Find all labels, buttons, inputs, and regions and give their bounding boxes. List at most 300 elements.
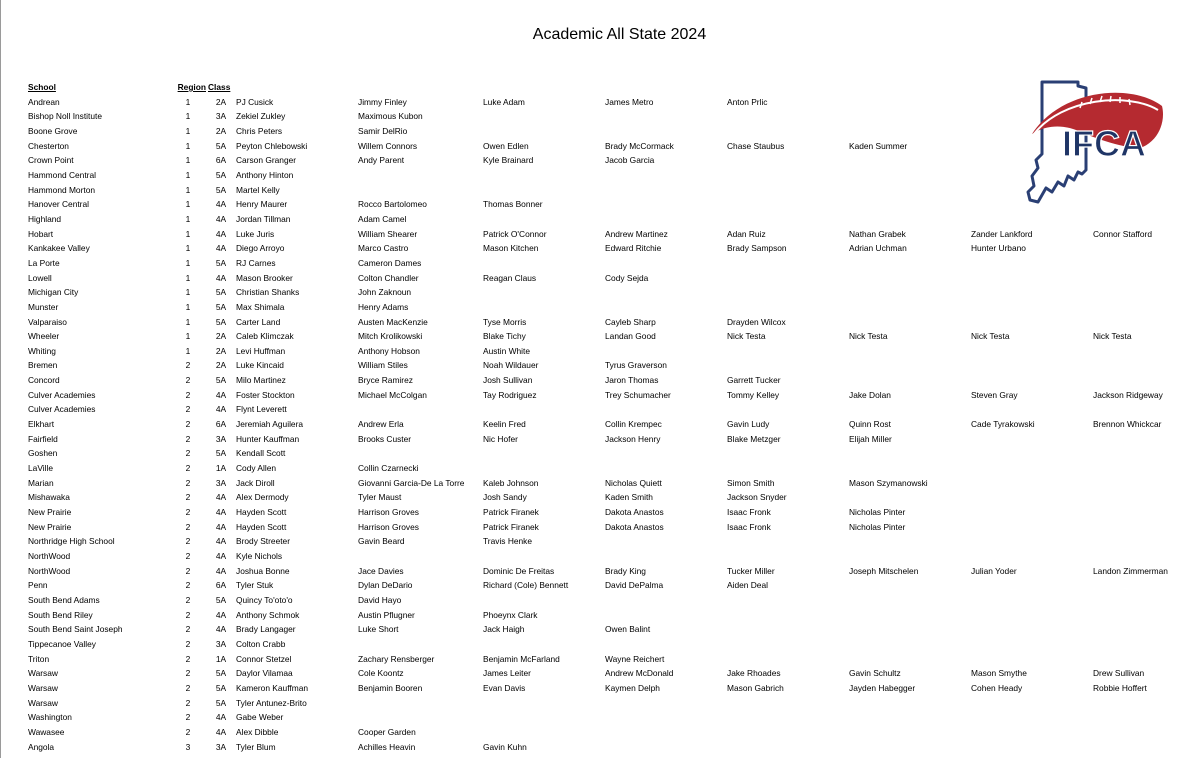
cell-athlete-7 xyxy=(971,593,1093,608)
cell-class: 1A xyxy=(215,463,227,474)
table-row xyxy=(28,652,1178,667)
cell-class: 3A xyxy=(215,477,227,488)
cell-school: Lowell xyxy=(28,272,52,283)
cell-athlete-7 xyxy=(971,358,1093,373)
cell-region: 1 xyxy=(185,243,191,254)
cell-athlete-7 xyxy=(971,549,1093,564)
cell-athlete-4 xyxy=(605,109,727,124)
cell-school: Culver Academies xyxy=(28,404,96,415)
cell-region: 2 xyxy=(185,609,191,620)
cell-athlete-5 xyxy=(727,256,849,271)
cell-athlete-1: Anthony Hinton xyxy=(236,169,294,180)
table-row xyxy=(28,153,1178,168)
cell-athlete-4 xyxy=(605,710,727,725)
cell-athlete-2: Brooks Custer xyxy=(358,433,412,444)
cell-athlete-8 xyxy=(1093,153,1178,168)
cell-athlete-1: RJ Carnes xyxy=(236,257,276,268)
cell-athlete-4 xyxy=(605,285,727,300)
cell-athlete-2: Rocco Bartolomeo xyxy=(358,199,427,210)
cell-athlete-5 xyxy=(727,725,849,740)
cell-athlete-1: Zekiel Zukley xyxy=(236,111,286,122)
cell-athlete-4: Wayne Reichert xyxy=(605,653,665,664)
table-row xyxy=(28,300,1178,315)
cell-athlete-1: Cody Allen xyxy=(236,463,277,474)
cell-athlete-6 xyxy=(849,271,971,286)
cell-athlete-6 xyxy=(849,256,971,271)
cell-athlete-3 xyxy=(483,183,605,198)
cell-region: 2 xyxy=(185,419,191,430)
cell-athlete-4 xyxy=(605,461,727,476)
cell-athlete-4 xyxy=(605,637,727,652)
cell-class: 6A xyxy=(215,580,227,591)
cell-athlete-4: Owen Balint xyxy=(605,624,651,635)
cell-school: Andrean xyxy=(28,96,60,107)
cell-athlete-1: Diego Arroyo xyxy=(236,243,285,254)
cell-school: Angola xyxy=(28,741,55,752)
cell-athlete-2: Benjamin Booren xyxy=(358,682,423,693)
cell-athlete-6: Nicholas Pinter xyxy=(849,507,906,518)
cell-athlete-8 xyxy=(1093,578,1178,593)
cell-region: 2 xyxy=(185,682,191,693)
cell-athlete-5 xyxy=(727,740,849,755)
cell-athlete-1: Chris Peters xyxy=(236,125,283,136)
cell-athlete-5: Jackson Snyder xyxy=(727,492,787,503)
cell-athlete-2: Gavin Beard xyxy=(358,536,405,547)
cell-athlete-6 xyxy=(849,358,971,373)
cell-athlete-6 xyxy=(849,446,971,461)
cell-region: 2 xyxy=(185,594,191,605)
cell-athlete-2: Samir DelRio xyxy=(358,125,408,136)
cell-region: 1 xyxy=(185,155,191,166)
cell-athlete-8 xyxy=(1093,344,1178,359)
cell-athlete-6 xyxy=(849,637,971,652)
cell-athlete-6 xyxy=(849,534,971,549)
cell-athlete-2: Marco Castro xyxy=(358,243,409,254)
cell-athlete-4: Dakota Anastos xyxy=(605,521,664,532)
cell-athlete-8 xyxy=(1093,109,1178,124)
cell-athlete-8: Drew Sullivan xyxy=(1093,668,1145,679)
cell-athlete-6 xyxy=(849,197,971,212)
cell-athlete-5: Blake Metzger xyxy=(727,433,781,444)
cell-athlete-6 xyxy=(849,622,971,637)
cell-class: 4A xyxy=(215,536,227,547)
table-row xyxy=(28,315,1178,330)
cell-athlete-1: Peyton Chlebowski xyxy=(236,140,308,151)
cell-athlete-6: Quinn Rost xyxy=(849,419,891,430)
cell-class: 2A xyxy=(215,360,227,371)
cell-athlete-2: Tyler Maust xyxy=(358,492,402,503)
cell-athlete-3: Austin White xyxy=(483,345,531,356)
cell-athlete-1: Tyler Antunez-Brito xyxy=(236,697,307,708)
table-row xyxy=(28,740,1178,755)
table-row xyxy=(28,402,1178,417)
cell-athlete-7 xyxy=(971,534,1093,549)
cell-athlete-1: Kendall Scott xyxy=(236,448,286,459)
cell-athlete-8 xyxy=(1093,593,1178,608)
cell-athlete-1: Kyle Nichols xyxy=(236,551,283,561)
cell-athlete-5 xyxy=(727,124,849,139)
table-row xyxy=(28,476,1178,491)
cell-athlete-1: Connor Stetzel xyxy=(236,653,292,664)
cell-athlete-4: Landan Good xyxy=(605,331,656,342)
cell-athlete-6: Adrian Uchman xyxy=(849,243,907,254)
cell-athlete-4 xyxy=(605,344,727,359)
cell-class: 4A xyxy=(215,213,227,224)
cell-athlete-2 xyxy=(358,710,483,725)
cell-athlete-8: Brennon Whickcar xyxy=(1093,419,1162,430)
cell-athlete-7 xyxy=(971,696,1093,711)
cell-athlete-7: Cohen Heady xyxy=(971,682,1023,693)
cell-athlete-4 xyxy=(605,256,727,271)
cell-athlete-7 xyxy=(971,578,1093,593)
cell-athlete-4: Dakota Anastos xyxy=(605,507,664,518)
table-row xyxy=(28,109,1178,124)
cell-athlete-5 xyxy=(727,212,849,227)
cell-athlete-3 xyxy=(483,637,605,652)
cell-athlete-6 xyxy=(849,578,971,593)
cell-athlete-8 xyxy=(1093,256,1178,271)
cell-class: 5A xyxy=(215,140,227,151)
cell-athlete-6: Jake Dolan xyxy=(849,389,891,400)
cell-athlete-7 xyxy=(971,622,1093,637)
cell-athlete-7 xyxy=(971,461,1093,476)
cell-athlete-1: Flynt Leverett xyxy=(236,404,287,415)
cell-athlete-7 xyxy=(971,725,1093,740)
cell-athlete-2: Giovanni Garcia-De La Torre xyxy=(358,477,465,488)
table-row xyxy=(28,373,1178,388)
cell-class: 5A xyxy=(215,184,227,195)
cell-athlete-5 xyxy=(727,183,849,198)
cell-athlete-1: Hayden Scott xyxy=(236,507,287,518)
cell-athlete-1: Jack Diroll xyxy=(236,477,275,488)
cell-athlete-2: Harrison Groves xyxy=(358,507,419,518)
cell-athlete-6 xyxy=(849,344,971,359)
cell-region: 2 xyxy=(185,726,191,737)
cell-athlete-8 xyxy=(1093,183,1178,198)
cell-athlete-4 xyxy=(605,183,727,198)
cell-athlete-5 xyxy=(727,109,849,124)
cell-athlete-8 xyxy=(1093,212,1178,227)
cell-athlete-3: Luke Adam xyxy=(483,96,525,107)
cell-athlete-6 xyxy=(849,153,971,168)
cell-athlete-2: Michael McColgan xyxy=(358,389,427,400)
cell-region: 2 xyxy=(185,668,191,679)
cell-athlete-5: Garrett Tucker xyxy=(727,375,781,386)
cell-athlete-6 xyxy=(849,740,971,755)
cell-athlete-3: Reagan Claus xyxy=(483,272,537,283)
cell-athlete-6: Jayden Habegger xyxy=(849,682,916,693)
cell-athlete-1: Hunter Kauffman xyxy=(236,433,300,444)
cell-class: 2A xyxy=(215,331,227,342)
cell-athlete-8 xyxy=(1093,476,1178,491)
cell-athlete-4: Andrew Martinez xyxy=(605,228,668,239)
cell-athlete-8 xyxy=(1093,696,1178,711)
cell-athlete-1: Colton Crabb xyxy=(236,638,286,649)
cell-athlete-4: Andrew McDonald xyxy=(605,668,674,679)
cell-athlete-6 xyxy=(849,212,971,227)
cell-athlete-4: Cayleb Sharp xyxy=(605,316,656,327)
cell-region: 2 xyxy=(185,360,191,371)
cell-class: 2A xyxy=(215,96,227,107)
cell-athlete-1: Anthony Schmok xyxy=(236,609,300,620)
cell-athlete-6 xyxy=(849,124,971,139)
cell-region: 2 xyxy=(185,389,191,400)
table-row xyxy=(28,608,1178,623)
cell-athlete-2: Adam Camel xyxy=(358,213,407,224)
cell-athlete-4: Cody Sejda xyxy=(605,272,649,283)
cell-athlete-1: Hayden Scott xyxy=(236,521,287,532)
cell-athlete-3 xyxy=(483,725,605,740)
cell-athlete-8 xyxy=(1093,197,1178,212)
table-row xyxy=(28,725,1178,740)
cell-athlete-1: Brady Langager xyxy=(236,624,296,635)
cell-athlete-7 xyxy=(971,652,1093,667)
table-row xyxy=(28,534,1178,549)
cell-region: 1 xyxy=(185,228,191,239)
cell-athlete-3 xyxy=(483,446,605,461)
cell-athlete-3 xyxy=(483,710,605,725)
cell-athlete-5: Isaac Fronk xyxy=(727,521,771,532)
cell-class: 5A xyxy=(215,316,227,327)
cell-athlete-3: Patrick Firanek xyxy=(483,521,539,532)
cell-school: South Bend Saint Joseph xyxy=(28,624,123,635)
cell-athlete-4: James Metro xyxy=(605,96,654,107)
cell-athlete-5 xyxy=(727,285,849,300)
cell-class: 3A xyxy=(215,741,227,752)
cell-class: 4A xyxy=(215,624,227,635)
table-row xyxy=(28,432,1178,447)
cell-athlete-6: Nicholas Pinter xyxy=(849,521,906,532)
cell-region: 1 xyxy=(185,125,191,136)
cell-athlete-4 xyxy=(605,593,727,608)
cell-athlete-5 xyxy=(727,637,849,652)
header-region: Region xyxy=(177,82,206,92)
cell-athlete-8 xyxy=(1093,358,1178,373)
cell-class: 5A xyxy=(215,594,227,605)
table-row xyxy=(28,710,1178,725)
cell-athlete-6 xyxy=(849,285,971,300)
cell-athlete-1: Levi Huffman xyxy=(236,345,286,356)
cell-athlete-8 xyxy=(1093,520,1178,535)
cell-athlete-1: Gabe Weber xyxy=(236,712,284,723)
cell-athlete-6 xyxy=(849,549,971,564)
cell-athlete-8 xyxy=(1093,402,1178,417)
cell-athlete-5: Adan Ruiz xyxy=(727,228,766,239)
cell-region: 2 xyxy=(185,536,191,547)
cell-athlete-6 xyxy=(849,696,971,711)
cell-athlete-8 xyxy=(1093,432,1178,447)
cell-athlete-4: Brady McCormack xyxy=(605,140,674,151)
cell-athlete-5: Drayden Wilcox xyxy=(727,316,786,327)
cell-athlete-6: Nathan Grabek xyxy=(849,228,906,239)
cell-athlete-2: William Shearer xyxy=(358,228,418,239)
cell-athlete-7 xyxy=(971,402,1093,417)
document-title: Academic All State 2024 xyxy=(532,26,707,43)
cell-athlete-1: Tyler Stuk xyxy=(236,580,274,591)
cell-school: Northridge High School xyxy=(28,536,115,547)
cell-athlete-7 xyxy=(971,168,1093,183)
cell-athlete-7 xyxy=(971,124,1093,139)
cell-athlete-7 xyxy=(971,710,1093,725)
cell-region: 1 xyxy=(185,257,191,268)
cell-athlete-3: Tyse Morris xyxy=(483,316,527,327)
cell-athlete-6 xyxy=(849,593,971,608)
cell-athlete-7 xyxy=(971,256,1093,271)
cell-athlete-1: Christian Shanks xyxy=(236,287,300,298)
cell-athlete-7 xyxy=(971,95,1093,110)
cell-class: 4A xyxy=(215,507,227,518)
cell-athlete-3: Jack Haigh xyxy=(483,624,525,635)
cell-athlete-2: Luke Short xyxy=(358,624,399,635)
cell-athlete-3 xyxy=(483,461,605,476)
cell-athlete-8: Jackson Ridgeway xyxy=(1093,389,1163,400)
cell-region: 2 xyxy=(185,492,191,503)
cell-athlete-8 xyxy=(1093,95,1178,110)
cell-athlete-2: Zachary Rensberger xyxy=(358,653,435,664)
cell-athlete-4: Nicholas Quiett xyxy=(605,477,662,488)
cell-athlete-3: Josh Sandy xyxy=(483,492,527,503)
cell-athlete-6 xyxy=(849,490,971,505)
cell-class: 5A xyxy=(215,287,227,298)
cell-athlete-3 xyxy=(483,549,605,564)
cell-region: 1 xyxy=(185,345,191,356)
cell-region: 1 xyxy=(185,96,191,107)
cell-school: Crown Point xyxy=(28,155,74,166)
cell-athlete-3: Kyle Brainard xyxy=(483,155,534,166)
cell-athlete-3: Kaleb Johnson xyxy=(483,477,539,488)
cell-athlete-6 xyxy=(849,95,971,110)
cell-school: Boone Grove xyxy=(28,125,78,136)
cell-region: 2 xyxy=(185,404,191,415)
cell-athlete-5 xyxy=(727,402,849,417)
cell-athlete-2 xyxy=(358,168,483,183)
table-row xyxy=(28,461,1178,476)
cell-athlete-2 xyxy=(358,696,483,711)
cell-athlete-4 xyxy=(605,168,727,183)
cell-region: 1 xyxy=(185,287,191,298)
cell-athlete-8: Landon Zimmerman xyxy=(1093,565,1168,576)
cell-athlete-3: Richard (Cole) Bennett xyxy=(483,580,569,591)
cell-athlete-5: Gavin Ludy xyxy=(727,419,770,430)
cell-class: 5A xyxy=(215,169,227,180)
table-row xyxy=(28,549,1178,564)
cell-athlete-3 xyxy=(483,285,605,300)
cell-athlete-6 xyxy=(849,652,971,667)
table-body xyxy=(28,95,1178,755)
cell-athlete-4 xyxy=(605,402,727,417)
cell-athlete-8 xyxy=(1093,446,1178,461)
cell-athlete-5 xyxy=(727,446,849,461)
cell-athlete-5: Mason Gabrich xyxy=(727,682,784,693)
cell-athlete-1: Brody Streeter xyxy=(236,536,290,547)
cell-school: Warsaw xyxy=(28,697,58,708)
cell-athlete-8 xyxy=(1093,622,1178,637)
cell-athlete-8 xyxy=(1093,139,1178,154)
cell-athlete-4 xyxy=(605,124,727,139)
cell-class: 3A xyxy=(215,433,227,444)
table-row xyxy=(28,505,1178,520)
cell-athlete-2: Andy Parent xyxy=(358,155,405,166)
cell-athlete-2 xyxy=(358,402,483,417)
cell-athlete-7 xyxy=(971,520,1093,535)
cell-school: New Prairie xyxy=(28,521,72,532)
cell-class: 5A xyxy=(215,301,227,312)
cell-athlete-8 xyxy=(1093,534,1178,549)
cell-athlete-8 xyxy=(1093,652,1178,667)
cell-school: NorthWood xyxy=(28,565,71,576)
cell-athlete-5: Simon Smith xyxy=(727,477,775,488)
cell-region: 2 xyxy=(185,712,191,723)
cell-athlete-2: Collin Czarnecki xyxy=(358,463,419,474)
cell-athlete-5: Jake Rhoades xyxy=(727,668,781,679)
cell-athlete-2: Cole Koontz xyxy=(358,668,404,679)
cell-athlete-3: Tay Rodriguez xyxy=(483,389,537,400)
cell-athlete-3 xyxy=(483,402,605,417)
cell-athlete-4: Kaden Smith xyxy=(605,492,653,503)
header-school: School xyxy=(28,82,56,92)
cell-class: 6A xyxy=(215,155,227,166)
cell-athlete-7: Julian Yoder xyxy=(971,565,1017,576)
cell-athlete-2: Jimmy Finley xyxy=(358,96,407,107)
cell-school: Valparaiso xyxy=(28,316,67,327)
cell-class: 5A xyxy=(215,697,227,708)
cell-school: South Bend Riley xyxy=(28,609,93,620)
cell-class: 4A xyxy=(215,726,227,737)
cell-athlete-4: David DePalma xyxy=(605,580,664,591)
table-header-row xyxy=(28,80,1178,95)
cell-athlete-3: Owen Edlen xyxy=(483,140,529,151)
cell-athlete-6 xyxy=(849,373,971,388)
table-row xyxy=(28,490,1178,505)
cell-athlete-1: Caleb Klimczak xyxy=(236,331,294,342)
cell-school: Hanover Central xyxy=(28,199,89,210)
cell-school: New Prairie xyxy=(28,507,72,518)
cell-athlete-7 xyxy=(971,344,1093,359)
cell-athlete-1: Foster Stockton xyxy=(236,389,295,400)
table-row xyxy=(28,139,1178,154)
cell-school: Hammond Central xyxy=(28,169,96,180)
table-row xyxy=(28,329,1178,344)
cell-school: Penn xyxy=(28,580,48,591)
cell-athlete-7 xyxy=(971,490,1093,505)
cell-school: Goshen xyxy=(28,448,58,459)
cell-class: 5A xyxy=(215,448,227,459)
table-row xyxy=(28,578,1178,593)
cell-athlete-8 xyxy=(1093,124,1178,139)
cell-athlete-7 xyxy=(971,300,1093,315)
cell-athlete-2: David Hayo xyxy=(358,594,402,605)
cell-athlete-1: Joshua Bonne xyxy=(236,565,290,576)
cell-athlete-2: Austin Pflugner xyxy=(358,609,415,620)
cell-athlete-7 xyxy=(971,139,1093,154)
cell-athlete-2: Anthony Hobson xyxy=(358,345,420,356)
cell-class: 3A xyxy=(215,638,227,649)
cell-athlete-5 xyxy=(727,622,849,637)
cell-athlete-1: Carson Granger xyxy=(236,155,297,166)
cell-athlete-5 xyxy=(727,710,849,725)
cell-athlete-4 xyxy=(605,725,727,740)
cell-athlete-6 xyxy=(849,461,971,476)
cell-region: 3 xyxy=(185,741,191,752)
cell-region: 2 xyxy=(185,580,191,591)
cell-athlete-8: Nick Testa xyxy=(1093,331,1132,342)
cell-region: 1 xyxy=(185,316,191,327)
cell-athlete-5: Isaac Fronk xyxy=(727,507,771,518)
cell-athlete-8: Connor Stafford xyxy=(1093,228,1152,239)
cell-athlete-6 xyxy=(849,402,971,417)
cell-athlete-2 xyxy=(358,549,483,564)
table-row xyxy=(28,285,1178,300)
